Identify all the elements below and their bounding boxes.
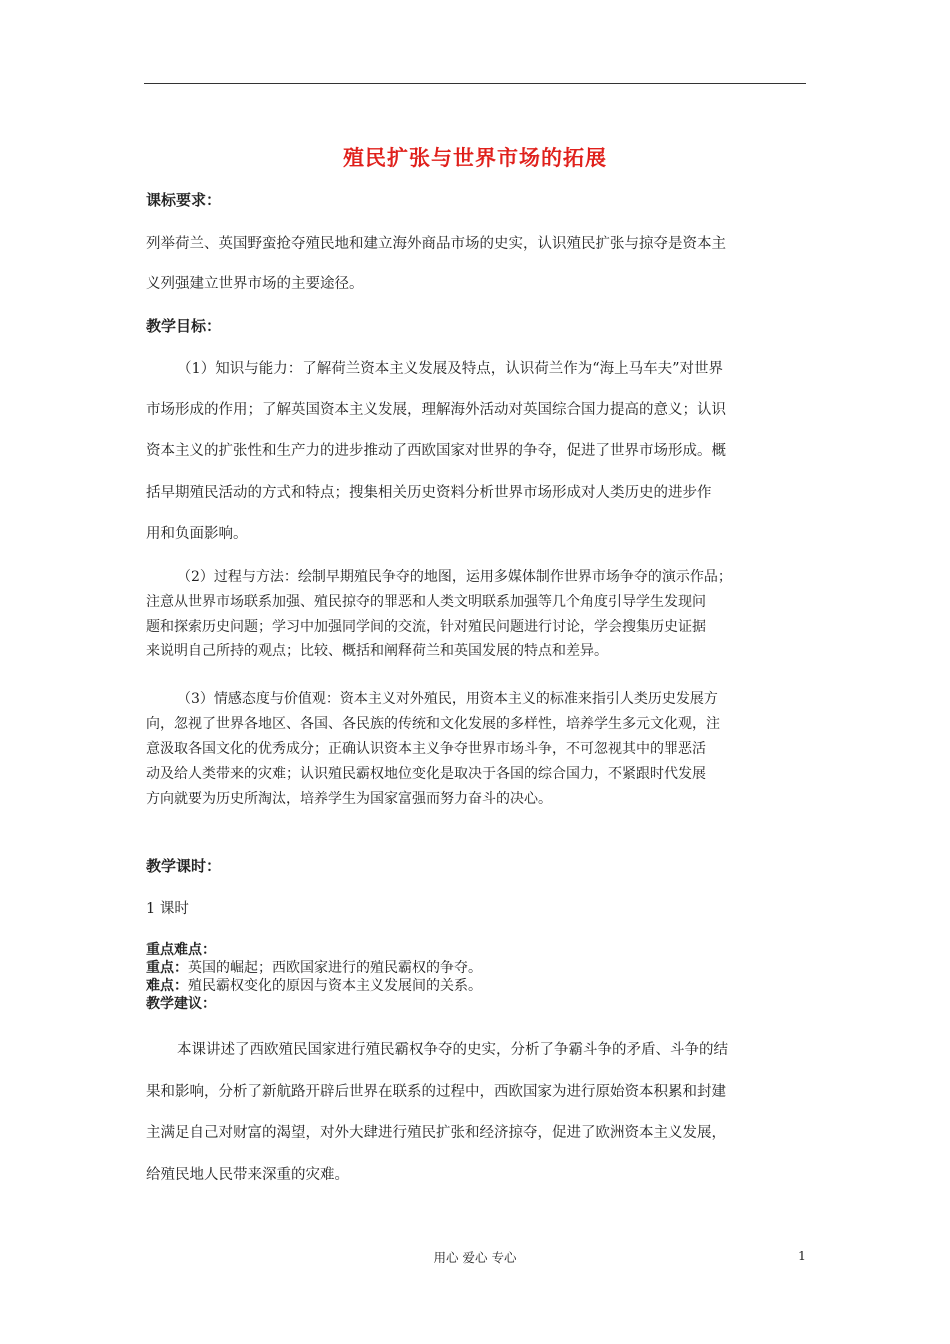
text-line: （3）情感态度与价值观：资本主义对外殖民，用资本主义的标准来指引人类历史发展方 <box>177 691 718 707</box>
text-line: （1）知识与能力：了解荷兰资本主义发展及特点，认识荷兰作为“海上马车夫”对世界 <box>177 361 724 377</box>
text-line: 方向就要为历史所淘汰，培养学生为国家富强而努力奋斗的决心。 <box>146 791 552 807</box>
zhongdian-label: 重点： <box>146 960 188 976</box>
text-line: 给殖民地人民带来深重的灾难。 <box>146 1167 349 1183</box>
page-number: 1 <box>798 1248 806 1263</box>
heading-zhongnan: 重点难点： <box>146 942 216 958</box>
text-line: 向，忽视了世界各地区、各国、各民族的传统和文化发展的多样性，培养学生多元文化观，注 <box>146 716 720 732</box>
text-line: 市场形成的作用；了解英国资本主义发展，理解海外活动对英国综合国力提高的意义；认识 <box>146 402 726 418</box>
heading-jianyi: 教学建议： <box>146 996 216 1012</box>
text-line: 果和影响，分析了新航路开辟后世界在联系的过程中，西欧国家为进行原始资本积累和封建 <box>146 1084 726 1100</box>
heading-keshi: 教学课时： <box>146 857 222 875</box>
heading-kebiao: 课标要求： <box>146 191 222 209</box>
text-line: 列举荷兰、英国野蛮抢夺殖民地和建立海外商品市场的史实，认识殖民扩张与掠夺是资本主 <box>146 236 726 252</box>
text-line: 动及给人类带来的灾难；认识殖民霸权地位变化是取决于各国的综合国力，不紧跟时代发展 <box>146 766 706 782</box>
text-line: （2）过程与方法：绘制早期殖民争夺的地图，运用多媒体制作世界市场争夺的演示作品； <box>177 569 732 585</box>
zhongdian-line <box>146 957 482 977</box>
text-line: 括早期殖民活动的方式和特点；搜集相关历史资料分析世界市场形成对人类历史的进步作 <box>146 485 712 501</box>
text-line: 义列强建立世界市场的主要途径。 <box>146 276 364 292</box>
text-line: 本课讲述了西欧殖民国家进行殖民霸权争夺的史实，分析了争霸斗争的矛盾、斗争的结 <box>177 1042 728 1058</box>
text-line: 主满足自己对财富的渴望，对外大肆进行殖民扩张和经济掠夺，促进了欧洲资本主义发展， <box>146 1125 726 1141</box>
nandian-label: 难点： <box>146 978 188 994</box>
nandian-text: 殖民霸权变化的原因与资本主义发展间的关系。 <box>188 978 482 994</box>
header-rule <box>144 83 806 84</box>
nandian-line <box>146 975 482 995</box>
keshi-value: 1 课时 <box>146 901 189 917</box>
text-line: 注意从世界市场联系加强、殖民掠夺的罪恶和人类文明联系加强等几个角度引导学生发现问 <box>146 594 706 610</box>
text-line: 意汲取各国文化的优秀成分；正确认识资本主义争夺世界市场斗争，不可忽视其中的罪恶活 <box>146 741 706 757</box>
text-line: 资本主义的扩张性和生产力的进步推动了西欧国家对世界的争夺，促进了世界市场形成。概 <box>146 443 726 459</box>
zhongdian-text: 英国的崛起；西欧国家进行的殖民霸权的争夺。 <box>188 960 482 976</box>
footer-motto: 用心 爱心 专心 <box>433 1250 517 1265</box>
text-line: 来说明自己所持的观点；比较、概括和阐释荷兰和英国发展的特点和差异。 <box>146 643 608 659</box>
text-line: 用和负面影响。 <box>146 526 248 542</box>
text-line: 题和探索历史问题；学习中加强同学间的交流，针对殖民问题进行讨论，学会搜集历史证据 <box>146 619 706 635</box>
document-title: 殖民扩张与世界市场的拓展 <box>343 145 607 170</box>
heading-mubiao: 教学目标： <box>146 317 222 335</box>
